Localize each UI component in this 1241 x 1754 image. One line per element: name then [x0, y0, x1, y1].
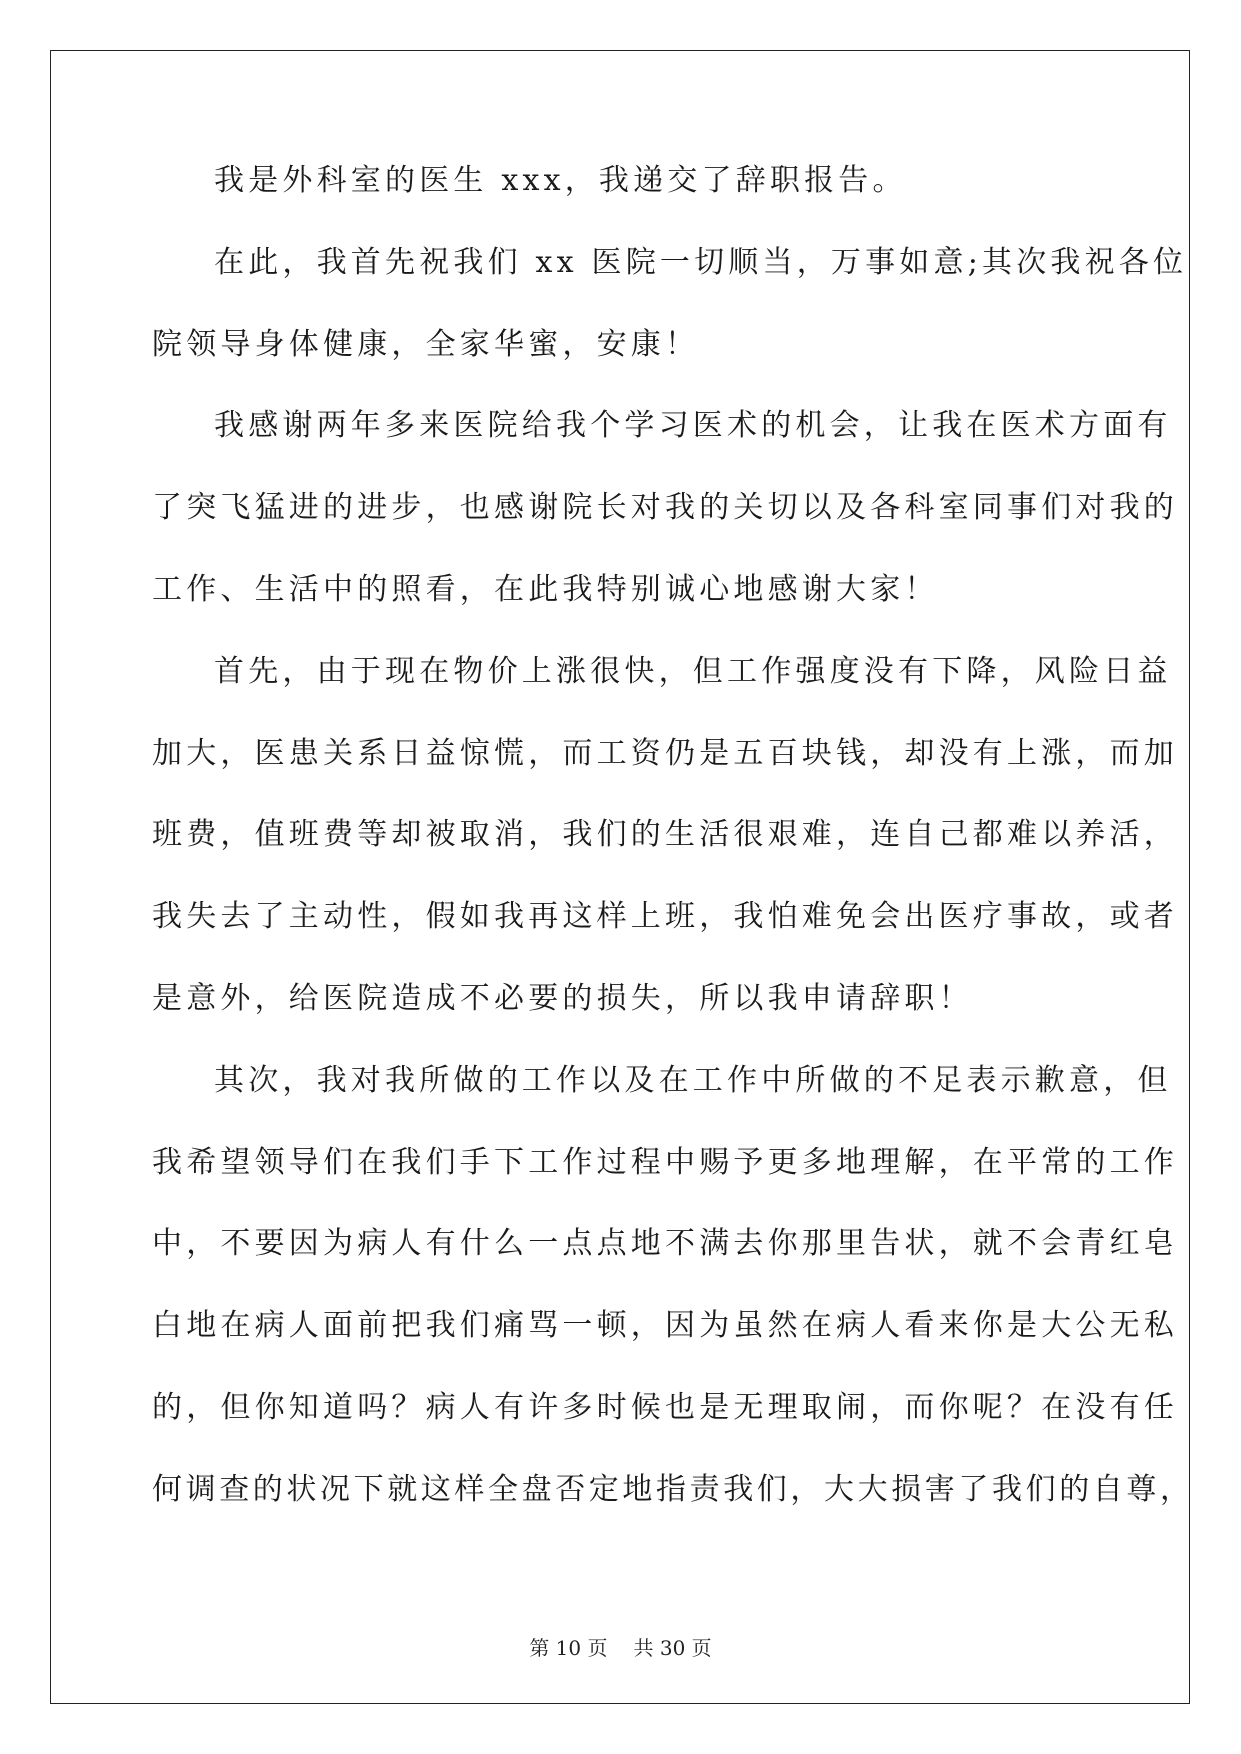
paragraph-line: 加大，医患关系日益惊慌，而工资仍是五百块钱，却没有上涨，而加 [152, 735, 1178, 771]
page-number-current: 第 10 页 [529, 1636, 608, 1660]
paragraph-line: 班费，值班费等却被取消，我们的生活很艰难，连自己都难以养活， [152, 817, 1178, 853]
paragraph-line: 在此，我首先祝我们 xx 医院一切顺当，万事如意;其次我祝各位 [214, 244, 1188, 280]
paragraph-line: 白地在病人面前把我们痛骂一顿，因为虽然在病人看来你是大公无私 [152, 1308, 1178, 1344]
paragraph-line: 我失去了主动性，假如我再这样上班，我怕难免会出医疗事故，或者 [152, 899, 1178, 935]
paragraph-line: 我是外科室的医生 xxx，我递交了辞职报告。 [214, 163, 907, 198]
paragraph-line: 何调查的状况下就这样全盘否定地指责我们，大大损害了我们的自尊， [152, 1471, 1194, 1507]
paragraph-line: 是意外，给医院造成不必要的损失，所以我申请辞职！ [152, 980, 973, 1016]
paragraph-line: 其次，我对我所做的工作以及在工作中所做的不足表示歉意，但 [214, 1062, 1172, 1098]
paragraph-line: 我感谢两年多来医院给我个学习医术的机会，让我在医术方面有 [214, 408, 1172, 444]
paragraph-line: 院领导身体健康，全家华蜜，安康！ [152, 326, 700, 362]
paragraph-line: 我希望领导们在我们手下工作过程中赐予更多地理解，在平常的工作 [152, 1144, 1178, 1180]
page-number-total: 共 30 页 [633, 1636, 712, 1660]
document-body [152, 163, 1194, 1557]
paragraph-line: 中，不要因为病人有什么一点点地不满去你那里告状，就不会青红皂 [152, 1226, 1178, 1262]
paragraph-line: 了突飞猛进的进步，也感谢院长对我的关切以及各科室同事们对我的 [152, 490, 1178, 526]
paragraph-line: 工作、生活中的照看，在此我特别诚心地感谢大家！ [152, 571, 939, 607]
paragraph-line: 首先，由于现在物价上涨很快，但工作强度没有下降，风险日益 [214, 653, 1172, 689]
page-footer [0, 1632, 1241, 1661]
paragraph-line: 的，但你知道吗？病人有许多时候也是无理取闹，而你呢？在没有任 [152, 1389, 1178, 1425]
